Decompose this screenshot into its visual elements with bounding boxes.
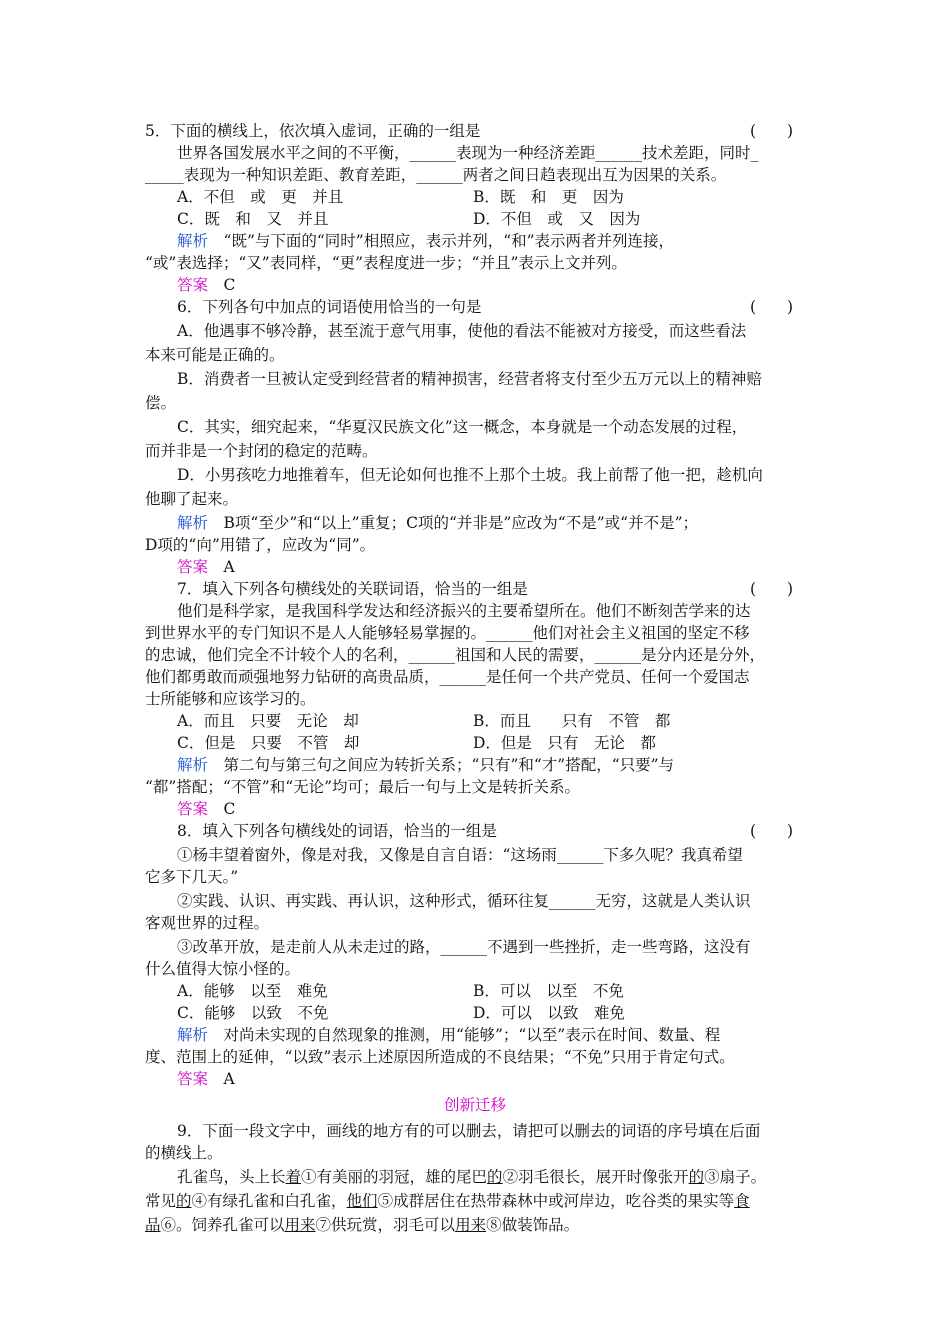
q5-text-line2: _____表现为一种知识差距、教育差距，______两者之间日趋表现出互为因果的关系。 xyxy=(145,166,727,184)
q5-option-a: A．不但 或 更 并且 xyxy=(177,188,344,206)
q7-jiexi-line1: 解析 第二句与第三句之间应为转折关系；“只有”和“才”搭配，“只要”与 xyxy=(177,756,675,774)
jiexi-label: 解析 xyxy=(177,514,209,532)
q7-answer: 答案 C xyxy=(177,800,236,818)
underlined-word: 的 xyxy=(487,1168,503,1186)
q7-text-line3: 的忠诚，他们完全不计较个人的名利，______祖国和人民的需要，______是分内还是分外， xyxy=(145,646,766,664)
q5-jiexi-line2: “或”表选择；“又”表同样，“更”表程度进一步；“并且”表示上文并列。 xyxy=(145,254,627,272)
q8-option-b: B．可以 以至 不免 xyxy=(473,982,624,1000)
q6-option-d-line1: D．小男孩吃力地推着车，但无论如何也推不上那个土坡。我上前帮了他一把，趁机向 xyxy=(177,466,763,484)
q6-option-b-line1: B．消费者一旦被认定受到经营者的精神损害，经营者将支付至少五万元以上的精神赔 xyxy=(177,370,762,388)
q8-sentence3-line2: 什么值得大惊小怪的。 xyxy=(145,960,301,978)
q7-text-line4: 他们都勇敢而顽强地努力钻研的高贵品质，______是任何一个共产党员、任何一个爱国志 xyxy=(145,668,750,686)
q8-stem: 8．填入下列各句横线处的词语，恰当的一组是 xyxy=(177,822,497,840)
q8-sentence2-line1: ②实践、认识、再实践、再认识，这种形式，循环往复______无穷，这就是人类认识 xyxy=(177,892,751,910)
q5-option-d: D．不但 或 又 因为 xyxy=(473,210,641,228)
q5-jiexi-line1: 解析 “既”与下面的“同时”相照应，表示并列，“和”表示两者并列连接， xyxy=(177,232,675,250)
q5-text-line1: 世界各国发展水平之间的不平衡，______表现为一种经济差距______技术差距，同时_ xyxy=(177,144,759,162)
q7-option-c: C．但是 只要 不管 却 xyxy=(177,734,360,752)
q5-option-c: C．既 和 又 并且 xyxy=(177,210,329,228)
q6-answer: 答案 A xyxy=(177,558,235,576)
underlined-word: 用来 xyxy=(284,1216,316,1234)
q9-passage-line2: 常见的④有绿孔雀和白孔雀，他们⑤成群居住在热带森林中或河岸边，吃谷类的果实等食 xyxy=(145,1192,750,1210)
q6-option-b-line2: 偿。 xyxy=(145,394,177,412)
q9-stem-line1: 9．下面一段文字中，画线的地方有的可以删去，请把可以删去的词语的序号填在后面 xyxy=(177,1122,761,1140)
answer-label: 答案 xyxy=(177,558,209,576)
answer-label: 答案 xyxy=(177,1070,209,1088)
q6-option-a-line1: A．他遇事不够冷静，甚至流于意气用事，使他的看法不能被对方接受，而这些看法 xyxy=(177,322,747,340)
q9-stem-line2: 的横线上。 xyxy=(145,1144,223,1162)
underlined-word: 的 xyxy=(688,1168,705,1186)
q6-answer-paren: ( ) xyxy=(750,298,794,316)
q8-sentence3-line1: ③改革开放，是走前人从未走过的路，______不遇到一些挫折，走一些弯路，这没有 xyxy=(177,938,751,956)
q8-sentence1-line2: 它多下几天。” xyxy=(145,868,239,886)
q7-option-b: B．而且 只有 不管 都 xyxy=(473,712,671,730)
q8-answer: 答案 A xyxy=(177,1070,235,1088)
q5-option-b: B．既 和 更 因为 xyxy=(473,188,624,206)
underlined-word: 品 xyxy=(145,1216,161,1234)
q6-option-d-line2: 他聊了起来。 xyxy=(145,490,239,508)
q6-jiexi-line1: 解析 B项“至少”和“以上”重复；C项的“并非是”应改为“不是”或“并不是”； xyxy=(177,514,699,532)
q5-options-row2 xyxy=(177,208,805,230)
q7-stem: 7．填入下列各句横线处的关联词语，恰当的一组是 xyxy=(177,580,528,598)
q8-jiexi-line1: 解析 对尚未实现的自然现象的推测，用“能够”；“以至”表示在时间、数量、程 xyxy=(177,1026,721,1044)
q7-options-row1 xyxy=(177,710,805,732)
q5-answer-paren: ( ) xyxy=(750,122,794,140)
q7-options-row2 xyxy=(177,732,805,754)
q6-stem: 6．下列各句中加点的词语使用恰当的一句是 xyxy=(177,298,482,316)
q8-jiexi-line2: 度、范围上的延伸，“以致”表示上述原因所造成的不良结果；“不免”只用于肯定句式。 xyxy=(145,1048,735,1066)
underlined-word: 的 xyxy=(176,1192,192,1210)
jiexi-label: 解析 xyxy=(177,1026,209,1044)
q6-option-a-line2: 本来可能是正确的。 xyxy=(145,346,285,364)
q9-passage-line3: 品⑥。饲养孔雀可以用来⑦供玩赏，羽毛可以用来⑧做装饰品。 xyxy=(145,1216,580,1234)
underlined-word: 用来 xyxy=(455,1216,487,1234)
q7-answer-paren: ( ) xyxy=(750,580,794,598)
q8-sentence2-line2: 客观世界的过程。 xyxy=(145,914,270,932)
q7-text-line2: 到世界水平的专门知识不是人人能够轻易掌握的。______他们对社会主义祖国的坚定不移 xyxy=(145,624,750,642)
q8-answer-paren: ( ) xyxy=(750,822,794,840)
q7-option-a: A．而且 只要 无论 却 xyxy=(177,712,359,730)
q9-passage-line1: 孔雀鸟，头上长着①有美丽的羽冠，雄的尾巴的②羽毛很长，展开时像张开的③扇子。 xyxy=(177,1168,767,1186)
q7-option-d: D．但是 只有 无论 都 xyxy=(473,734,656,752)
underlined-word: 食 xyxy=(734,1192,750,1210)
q8-options-row2 xyxy=(177,1002,805,1024)
q8-sentence1-line1: ①杨丰望着窗外，像是对我，又像是自言自语：“这场雨______下多久呢？我真希望 xyxy=(177,846,743,864)
section-title: 创新迁移 xyxy=(443,1096,506,1114)
underlined-word: 他们 xyxy=(346,1192,378,1210)
answer-label: 答案 xyxy=(177,800,209,818)
jiexi-label: 解析 xyxy=(177,756,209,774)
q6-option-c-line1: C．其实，细究起来，“华夏汉民族文化”这一概念，本身就是一个动态发展的过程， xyxy=(177,418,748,436)
underlined-word: 着 xyxy=(285,1168,302,1186)
q7-jiexi-line2: “都”搭配；“不管”和“无论”均可；最后一句与上文是转折关系。 xyxy=(145,778,581,796)
jiexi-label: 解析 xyxy=(177,232,209,250)
q5-answer: 答案 C xyxy=(177,276,236,294)
answer-label: 答案 xyxy=(177,276,209,294)
q7-text-line1: 他们是科学家，是我国科学发达和经济振兴的主要希望所在。他们不断刻苦学来的达 xyxy=(177,602,751,620)
q7-text-line5: 士所能够和应该学习的。 xyxy=(145,690,316,708)
q8-option-c: C．能够 以致 不免 xyxy=(177,1004,329,1022)
q5-stem: 5．下面的横线上，依次填入虚词，正确的一组是 xyxy=(145,122,481,140)
q6-jiexi-line2: D项的“向”用错了，应改为“同”。 xyxy=(145,536,376,554)
q5-options-row1 xyxy=(177,186,805,208)
q8-options-row1 xyxy=(177,980,805,1002)
q6-option-c-line2: 而并非是一个封闭的稳定的范畴。 xyxy=(145,442,378,460)
q8-option-a: A．能够 以至 难免 xyxy=(177,982,328,1000)
q8-option-d: D．可以 以致 难免 xyxy=(473,1004,625,1022)
